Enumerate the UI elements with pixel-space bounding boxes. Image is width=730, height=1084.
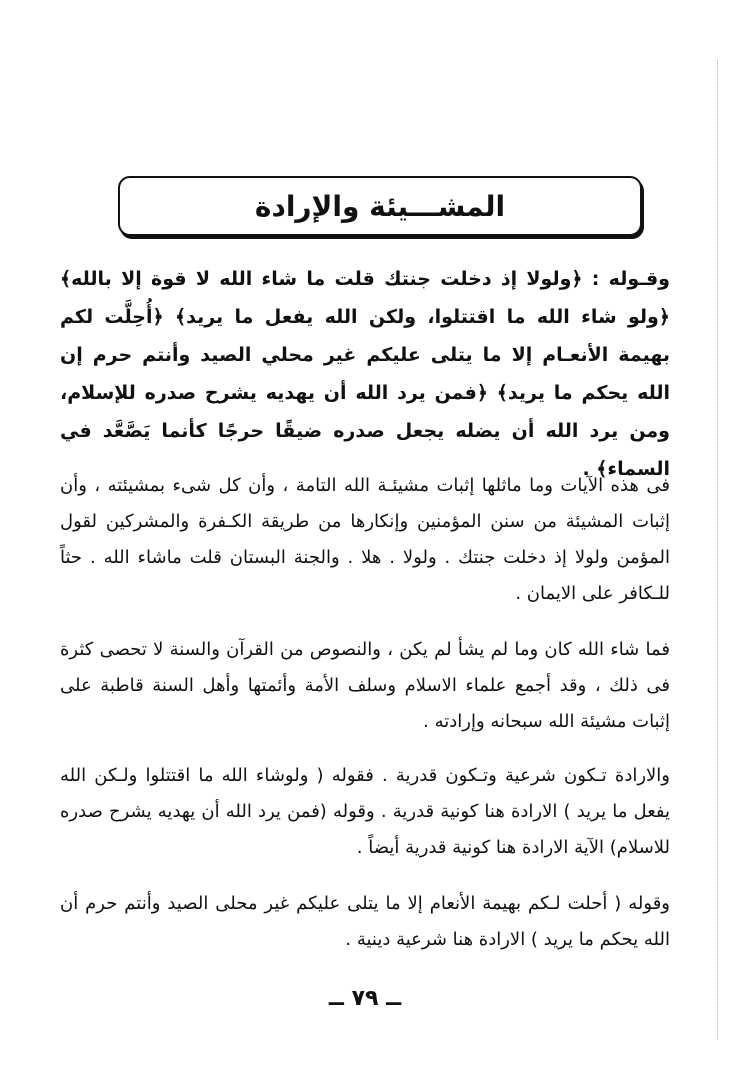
chapter-title: المشـــيئة والإرادة [254,189,506,223]
commentary-paragraph-2: فما شاء الله كان وما لم يشأ لم يكن ، والنصوص من القرآن والسنة لا تحصى كثرة فى ذلك ، وقد أجمع علماء الاسلام وسلف الأمة وأئمتها وأهل السنة قاطبة على إثبات مشيئة الله سبحانه وإرادته . [60,639,670,732]
commentary-paragraph-4: وقوله ( أحلت لـكم بهيمة الأنعام إلا ما يتلى عليكم غير محلى الصيد وأنتم حرم أن الله يحكم ما يريد ) الارادة هنا شرعية دينية . [60,893,670,950]
commentary-paragraph-1: فى هذه الآيات وما ماثلها إثبات مشيئـة الله التامة ، وأن كل شىء بمشيئته ، وأن إثبات المشيئة من سنن المؤمنين وإنكارها من طريقة الكـفرة والمشركين لقول المؤمن ولولا إذ دخلت جنتك . ولولا . هلا . والجنة البستان قلت ماشاء الله . حثاً للـكافر على الايمان . [60,475,670,604]
page-number: ــ ٧٩ ــ [328,986,402,1011]
page-edge-line [717,60,718,1040]
chapter-title-box [118,176,642,236]
commentary-paragraph-3: والارادة تـكون شرعية وتـكون قدرية . فقوله ( ولوشاء الله ما اقتتلوا ولـكن الله يفعل ما يريد ) الارادة هنا كونية قدرية . وقوله (فمن يرد الله أن يهديه يشرح صدره للاسلام) الآية الارادة هنا كونية قدرية أيضاً . [60,765,670,858]
quran-verses-paragraph: وقـوله : ﴿ولولا إذ دخلت جنتك قلت ما شاء الله لا قوة إلا بالله﴾ ﴿ولو شاء الله ما اقتتلوا، ولكن الله يفعل ما يريد﴾ ﴿أُحِلَّت لكم بهيمة الأنعـام إلا ما يتلى عليكم غير محلي الصيد وأنتم حرم إن الله يحكم ما يريد﴾ ﴿فمن يرد الله أن يهديه يشرح صدره للإسلام، ومن يرد الله أن يضله يجعل صدره ضيقًا حرجًا كأنما يَصَّعَّد في السماء﴾ . [60,268,670,480]
